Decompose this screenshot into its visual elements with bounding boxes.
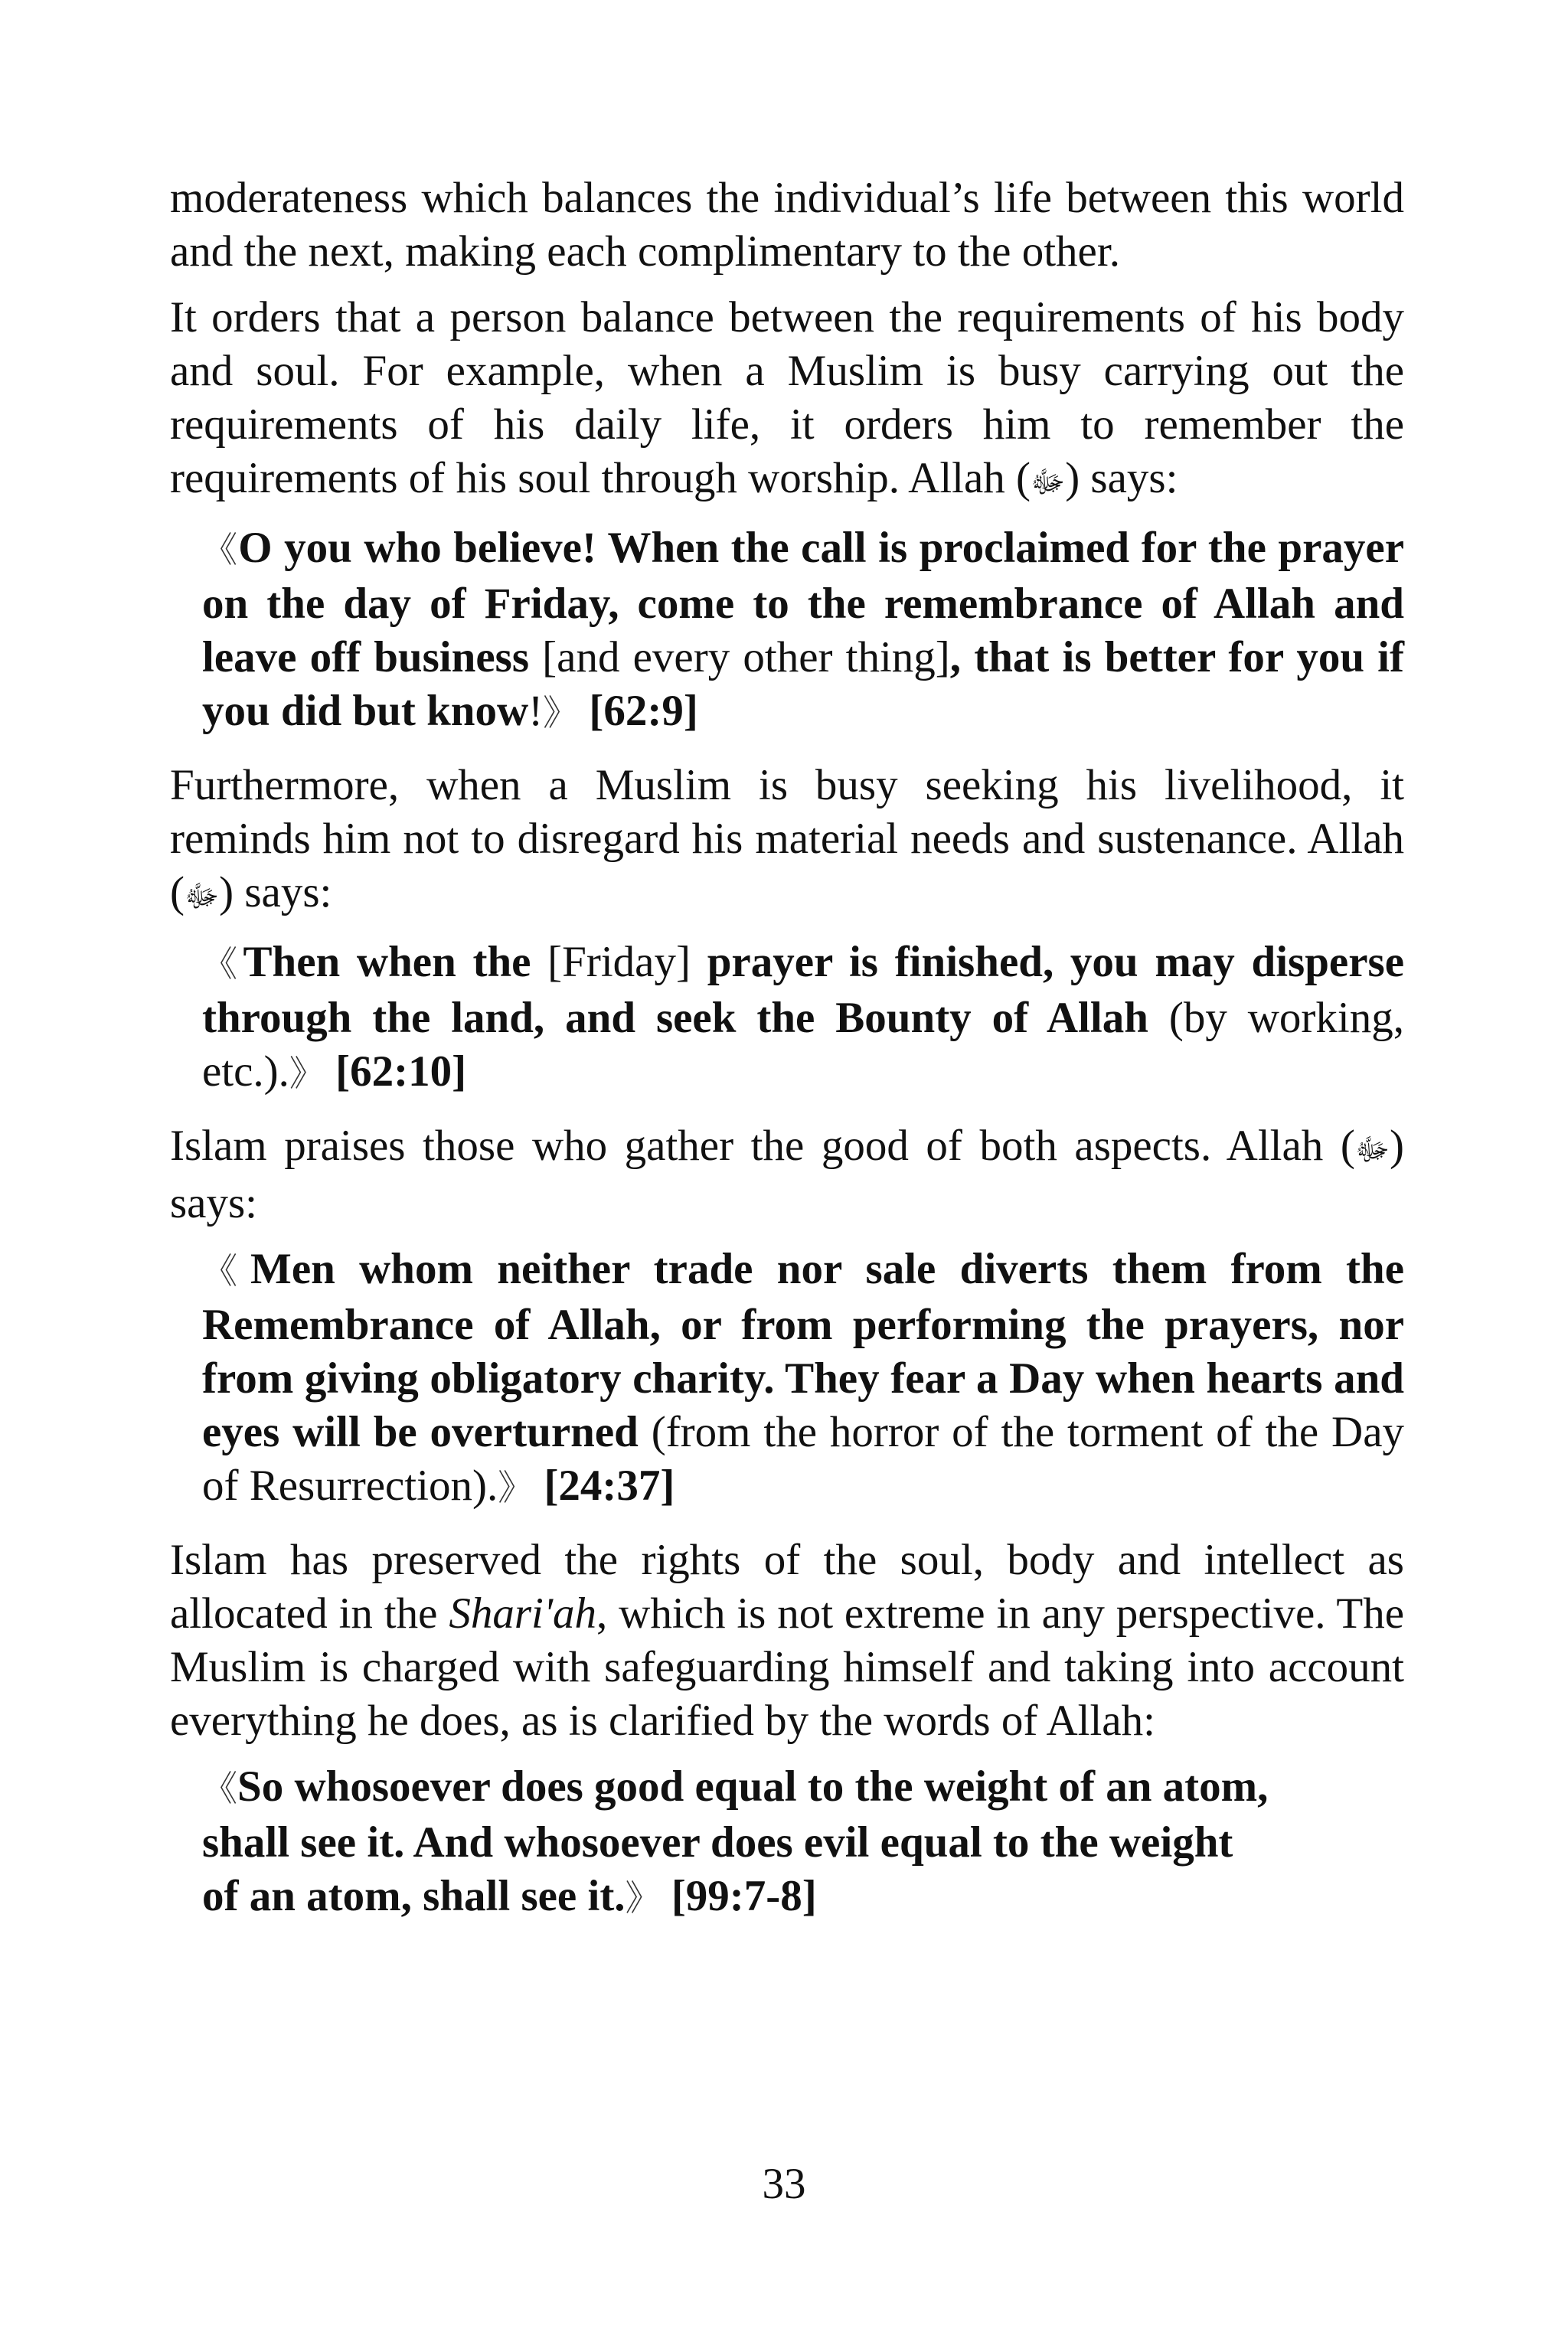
open-bracket-icon: 《 [202,945,243,984]
verse-reference: [99:7-8] [660,1872,817,1920]
page-body [170,172,1404,1944]
verse-text-bold: , that is better for you if you did but know [202,633,1404,735]
close-bracket-icon: 》 [289,1054,325,1093]
verse-text-plain: [Friday] [531,938,707,986]
paragraph-2 [170,291,1404,509]
verse-text-bold: Men whom neither trade nor sale diverts them from the Remembrance of Allah, or from performing the prayers, nor from giving obligatory charity. They fear a Day when hearts and eyes will be overturned [202,1245,1404,1456]
open-bracket-icon: 《 [202,1252,251,1291]
verse-text-bold: O you who believe! When the call is proclaimed for the prayer on the day of Friday, come to the remembrance of Allah and leave off business [202,524,1404,681]
close-bracket-icon: 》 [625,1879,661,1918]
verse-text-plain: (from the horror of the torment of the Day of Resurrection). [202,1408,1404,1510]
paragraph-2-text: It orders that a person balance between the requirements of his body and soul. For example, when a Muslim is busy carrying out the requirements of his daily life, it orders him to remember the requirements of his soul through worship. Allah ( [170,293,1404,502]
close-bracket-icon: 》 [543,694,579,733]
open-bracket-icon: 《 [202,531,239,570]
verse-line-3: of an atom, shall see it. [202,1872,626,1920]
verse-24-37 [170,1243,1404,1515]
verse-62-10 [170,936,1404,1101]
page-number: 33 [762,2160,806,2208]
verse-99-7-8 [170,1760,1404,1926]
verse-text-bold: Then when the [243,938,531,986]
verse-reference: [62:10] [324,1047,467,1096]
paragraph-2-end: ) says: [1065,454,1178,502]
honorific-glyph: ﷻ [1031,465,1066,499]
paragraph-5 [170,1534,1404,1748]
verse-reference: [24:37] [533,1462,675,1510]
close-bracket-icon: 》 [498,1468,534,1508]
verse-text-bold: prayer is finished, you may disperse through the land, and seek the Bounty of Allah [202,938,1405,1042]
paragraph-4-text: Islam praises those who gather the good of both aspects. Allah ( [170,1122,1355,1170]
paragraph-5-text-end: , which is not extreme in any perspective. The Muslim is charged with safeguarding himself and taking into account everything he does, as is clarified by the words of Allah: [170,1589,1404,1745]
verse-62-9 [170,521,1404,740]
open-bracket-icon: 《 [202,1769,237,1808]
verse-text-plain: [and every other thing] [529,633,950,681]
paragraph-4 [170,1119,1404,1230]
shariah-term: Shari'ah [449,1589,597,1638]
paragraph-1 [170,172,1404,279]
verse-text-plain: (by working, etc.). [202,994,1404,1096]
paragraph-3-end: ) says: [219,868,332,916]
verse-reference: [62:9] [578,687,698,735]
paragraph-1-text: moderateness which balances the individual’s life between this world and the next, making each complimentary to the other. [170,174,1404,276]
verse-text-plain: ! [528,687,544,735]
paragraph-5-text: Islam has preserved the rights of the soul, body and intellect as allocated in the [170,1536,1404,1638]
honorific-glyph: ﷻ [184,879,220,913]
paragraph-3-text: Furthermore, when a Muslim is busy seeking his livelihood, it reminds him not to disregard his material needs and sustenance. Allah ( [170,761,1404,916]
verse-line-2: shall see it. And whosoever does evil equal to the weight [202,1818,1233,1867]
paragraph-3 [170,759,1404,923]
honorific-glyph: ﷻ [1354,1132,1390,1167]
paragraph-4-end: ) says: [170,1122,1404,1227]
verse-line-1: So whosoever does good equal to the weight of an atom, [237,1762,1269,1811]
